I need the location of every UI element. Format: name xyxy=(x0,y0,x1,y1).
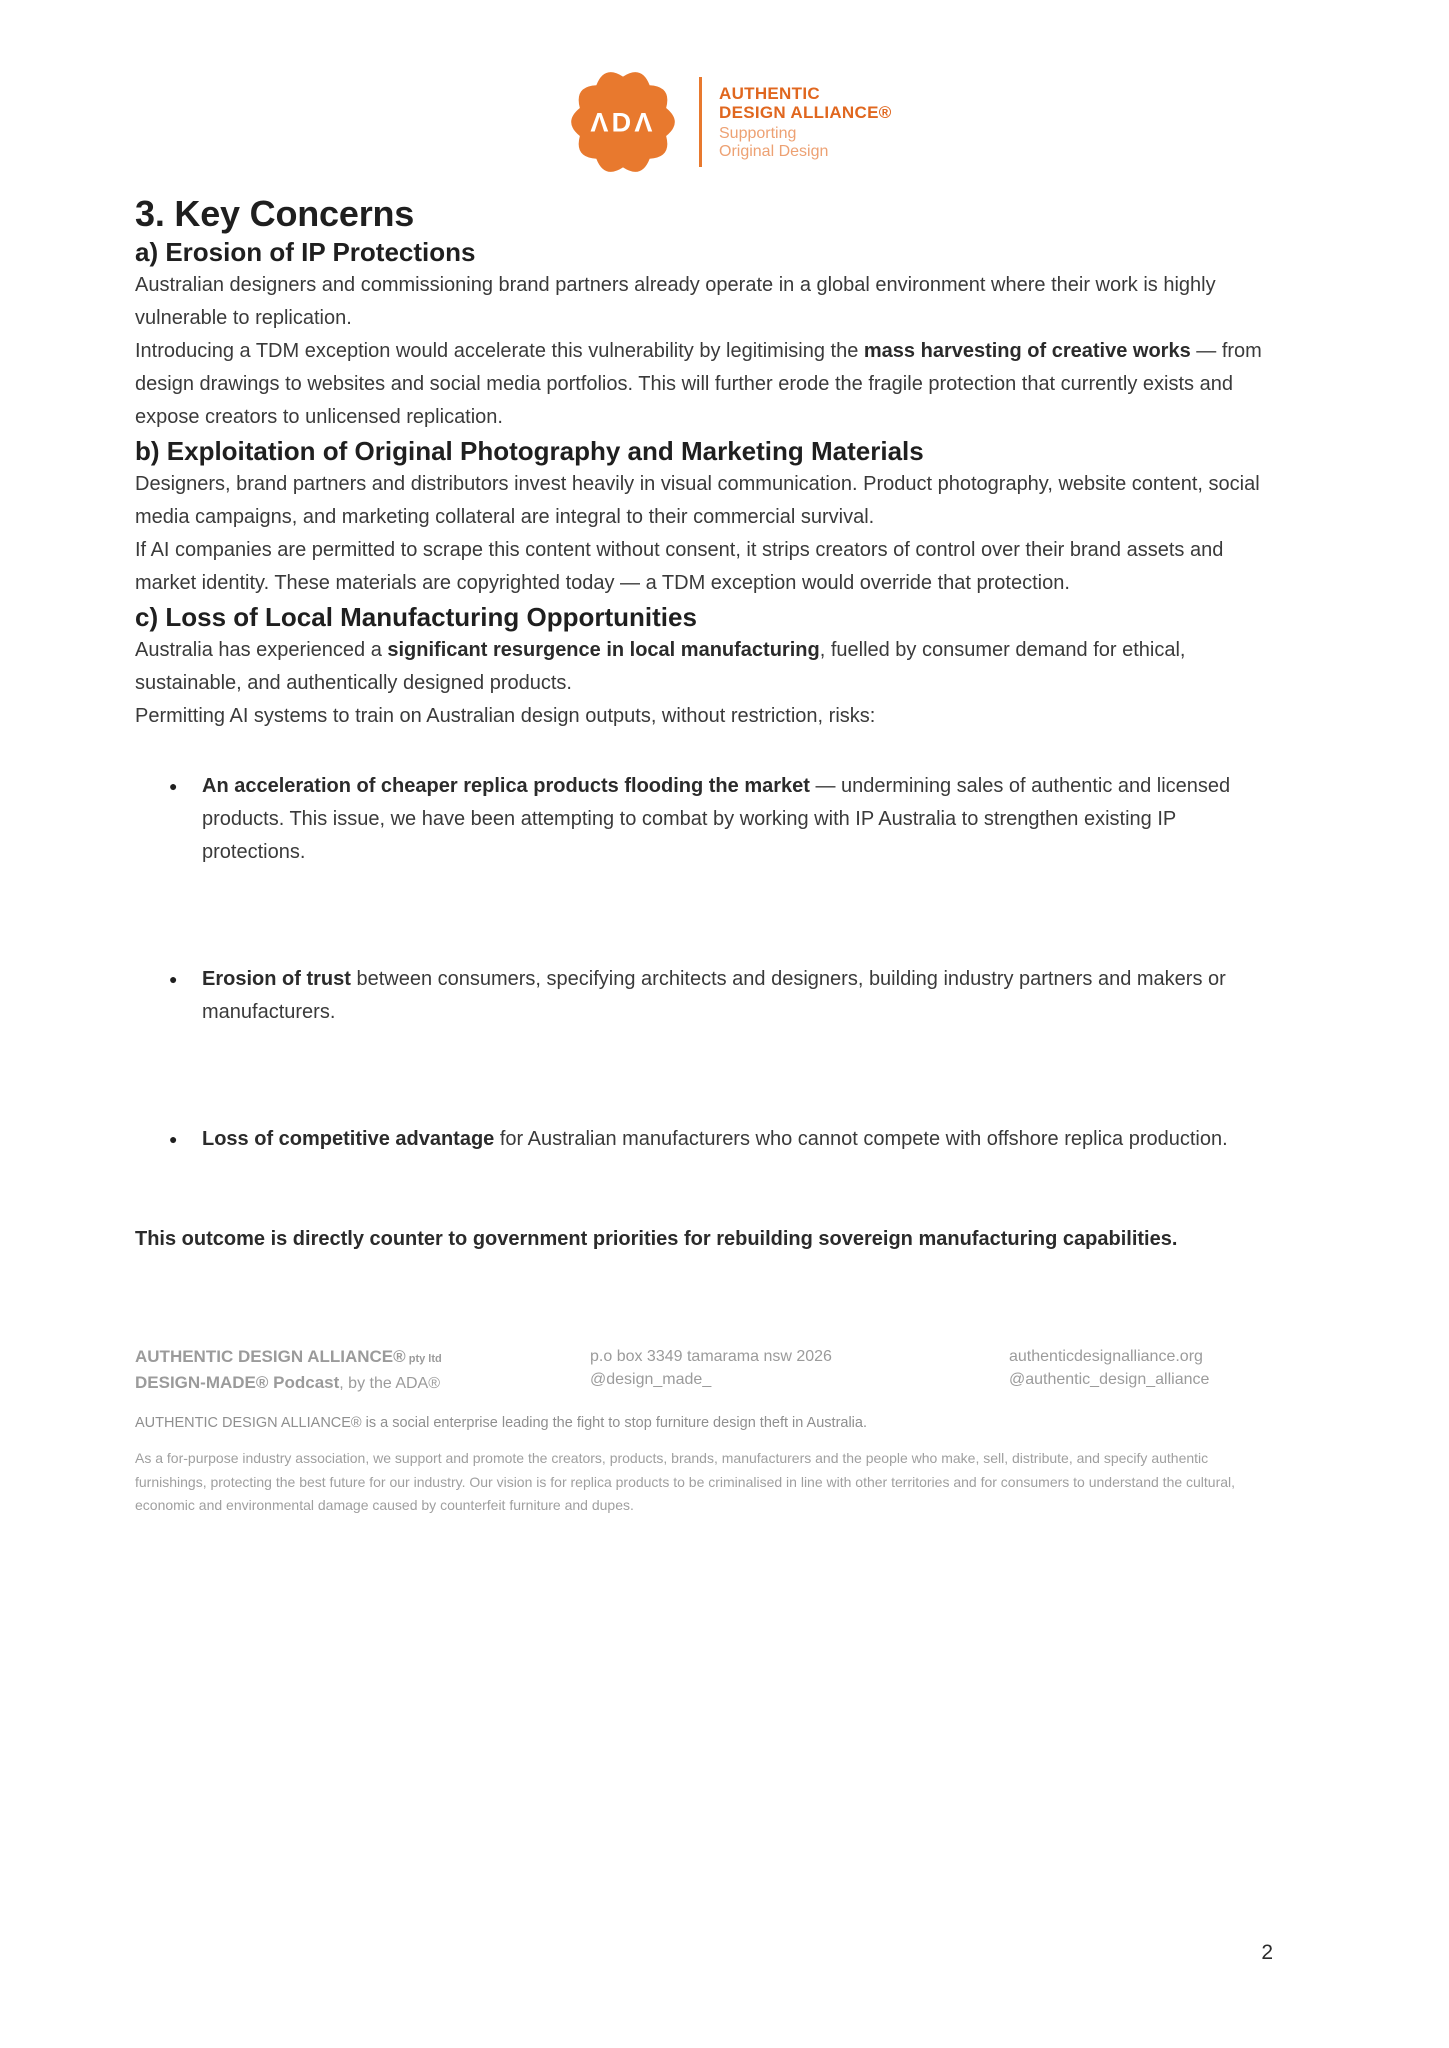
bullet-icon: ● xyxy=(169,1131,178,1147)
footer-tagline: AUTHENTIC DESIGN ALLIANCE® is a social enterprise leading the fight to stop furniture design theft in Australia. xyxy=(135,1415,867,1431)
bold-text-segment: mass harvesting of creative works xyxy=(863,340,1191,362)
section-c-paragraph-2: Permitting AI systems to train on Australian design outputs, without restriction, risks: xyxy=(135,705,876,727)
list-item xyxy=(135,963,1275,1029)
list-item xyxy=(135,1123,1275,1156)
logo-tagline-line1: Supporting xyxy=(719,124,797,142)
text-segment: — undermining sales of authentic and licensed products. This issue, we have been attempting to combat by working with IP Australia to strengthen existing IP protections. xyxy=(202,775,1231,863)
footer-org-name: AUTHENTIC DESIGN ALLIANCE® xyxy=(135,1347,406,1366)
risks-bullet-list xyxy=(135,770,1275,1156)
section-a-paragraph-2 xyxy=(135,335,1275,434)
text-segment: — from design drawings to websites and social media portfolios. This will further erode the fragile protection that currently exists and expose creators to unlicensed replication. xyxy=(135,340,1262,428)
section-b-paragraph-2: If AI companies are permitted to scrape this content without consent, it strips creators of control over their brand assets and market identity. These materials are copyrighted today — a TDM exception would override that protection. xyxy=(135,539,1224,594)
footer-about-text: As a for-purpose industry association, we support and promote the creators, products, brands, manufacturers and the people who make, sell, distribute, and specify authentic furnishings, protecting the best future for our industry. Our vision is for replica products to be criminalised in line with other territories and for consumers to understand the cultural, economic and environmental damage caused by counterfeit furniture and dupes. xyxy=(135,1450,1236,1513)
logo-divider xyxy=(699,77,702,167)
text-segment: , fuelled by consumer demand for ethical, sustainable, and authentically designed products. xyxy=(135,639,1186,694)
text-segment: between consumers, specifying architects and designers, building industry partners and makers or manufacturers. xyxy=(202,968,1226,1023)
text-segment: Introducing a TDM exception would accelerate this vulnerability by legitimising the xyxy=(135,340,864,362)
footer-org-column xyxy=(135,1345,590,1395)
footer-podcast-handle: @design_made_ xyxy=(590,1371,712,1388)
page-footer xyxy=(135,1345,1275,1518)
section-b-paragraph-1: Designers, brand partners and distributors invest heavily in visual communication. Product photography, website content, social media campaigns, and marketing collateral are integral to their commercial survival. xyxy=(135,473,1260,528)
section-a-heading: a) Erosion of IP Protections xyxy=(135,237,476,267)
footer-org-suffix: pty ltd xyxy=(405,1353,442,1365)
logo-name-line2: DESIGN ALLIANCE® xyxy=(719,102,892,122)
footer-website: authenticdesignalliance.org xyxy=(1009,1348,1203,1365)
page-title: 3. Key Concerns xyxy=(135,193,415,234)
logo-text xyxy=(719,84,892,161)
list-item xyxy=(135,770,1275,869)
bullet-icon: ● xyxy=(169,778,178,794)
bold-text-segment: significant resurgence in local manufacturing xyxy=(387,639,820,661)
bold-text-segment: Loss of competitive advantage xyxy=(202,1128,495,1150)
logo-name-line1: AUTHENTIC xyxy=(719,83,820,103)
closing-statement: This outcome is directly counter to government priorities for rebuilding sovereign manufacturing capabilities. xyxy=(135,1228,1178,1250)
section-a-paragraph-1: Australian designers and commissioning brand partners already operate in a global environment where their work is highly vulnerable to replication. xyxy=(135,274,1216,329)
footer-address: p.o box 3349 tamarama nsw 2026 xyxy=(590,1348,832,1365)
footer-web-column xyxy=(1009,1345,1275,1395)
text-segment: for Australian manufacturers who cannot compete with offshore replica production. xyxy=(494,1128,1228,1150)
section-c-heading: c) Loss of Local Manufacturing Opportunities xyxy=(135,602,697,632)
ada-logo xyxy=(566,68,892,176)
bold-text-segment: Erosion of trust xyxy=(202,968,351,990)
page-number: 2 xyxy=(1261,1941,1273,1964)
bold-text-segment: An acceleration of cheaper replica products flooding the market xyxy=(202,775,810,797)
section-c-paragraph-1 xyxy=(135,634,1275,700)
footer-instagram-handle: @authentic_design_alliance xyxy=(1009,1371,1210,1388)
bullet-icon: ● xyxy=(169,971,178,987)
ada-badge-icon xyxy=(566,68,680,176)
logo-tagline-line2: Original Design xyxy=(719,142,829,160)
footer-podcast-byline: , by the ADA® xyxy=(339,1375,441,1392)
text-segment: Australia has experienced a xyxy=(135,639,388,661)
section-b-heading: b) Exploitation of Original Photography and Marketing Materials xyxy=(135,436,924,466)
footer-contact-column xyxy=(590,1345,1009,1395)
ada-badge-text: ΛDΛ xyxy=(590,107,656,138)
footer-podcast-name: DESIGN-MADE® Podcast xyxy=(135,1373,340,1392)
